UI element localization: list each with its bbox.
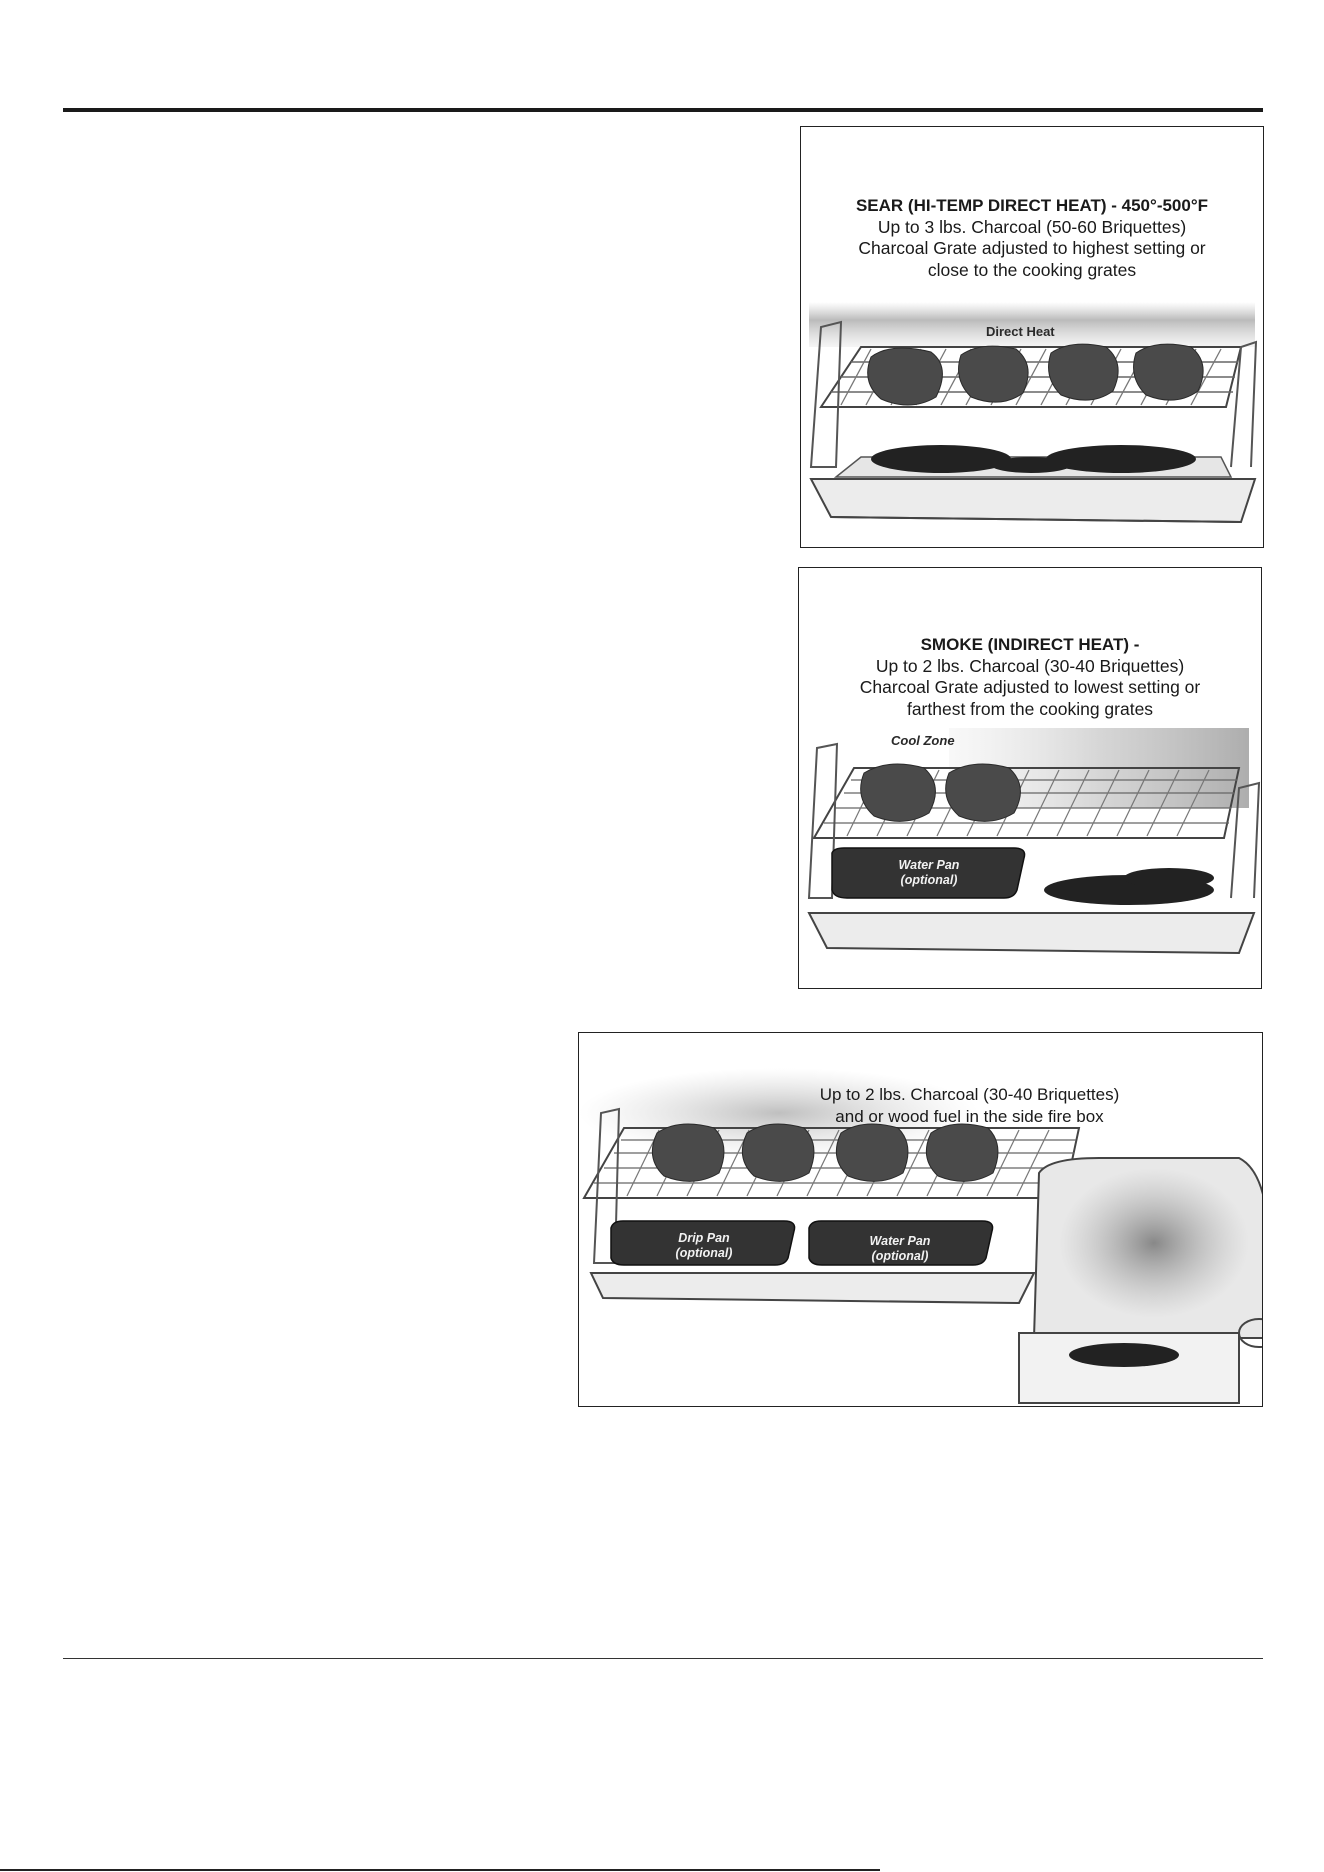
smoke-heading: SMOKE (INDIRECT HEAT) - xyxy=(920,635,1140,654)
cool-zone-label: Cool Zone xyxy=(891,733,955,748)
offset-water-pan-line-2: (optional) xyxy=(871,1249,929,1263)
smoke-line-3: farthest from the cooking grates xyxy=(906,698,1154,719)
smoke-water-pan-label xyxy=(859,858,999,888)
bottom-rule xyxy=(63,1658,1263,1659)
smoke-caption xyxy=(799,634,1261,720)
offset-line-1: Up to 2 lbs. Charcoal (30-40 Briquettes) xyxy=(819,1085,1120,1104)
drip-pan-line-1: Drip Pan xyxy=(678,1231,730,1245)
top-rule xyxy=(63,108,1263,112)
smoke-line-1: Up to 2 lbs. Charcoal (30-40 Briquettes) xyxy=(875,655,1185,676)
sear-caption xyxy=(801,195,1263,281)
smoke-grill-illustration xyxy=(799,568,1261,988)
sear-heading: SEAR (HI-TEMP DIRECT HEAT) - 450°-500°F xyxy=(855,196,1209,215)
direct-heat-label: Direct Heat xyxy=(986,324,1055,339)
offset-firebox-diagram-panel xyxy=(578,1032,1263,1407)
smoke-water-pan-line-2: (optional) xyxy=(900,873,958,887)
offset-caption xyxy=(579,1084,1262,1127)
smoke-diagram-panel xyxy=(798,567,1262,989)
offset-line-2: and or wood fuel in the side fire box xyxy=(835,1106,1104,1126)
drip-pan-line-2: (optional) xyxy=(675,1246,733,1260)
sear-diagram-panel xyxy=(800,126,1264,548)
offset-water-pan-label xyxy=(835,1234,965,1264)
drip-pan-label xyxy=(639,1231,769,1261)
offset-water-pan-line-1: Water Pan xyxy=(869,1234,931,1248)
sear-line-2: Charcoal Grate adjusted to highest setting or xyxy=(858,238,1206,258)
smoke-water-pan-line-1: Water Pan xyxy=(898,858,960,872)
smoke-line-2: Charcoal Grate adjusted to lowest setting or xyxy=(859,677,1201,697)
sear-line-1: Up to 3 lbs. Charcoal (50-60 Briquettes) xyxy=(877,216,1187,237)
sear-line-3: close to the cooking grates xyxy=(927,259,1137,280)
footer-edge-rule xyxy=(0,1869,880,1871)
